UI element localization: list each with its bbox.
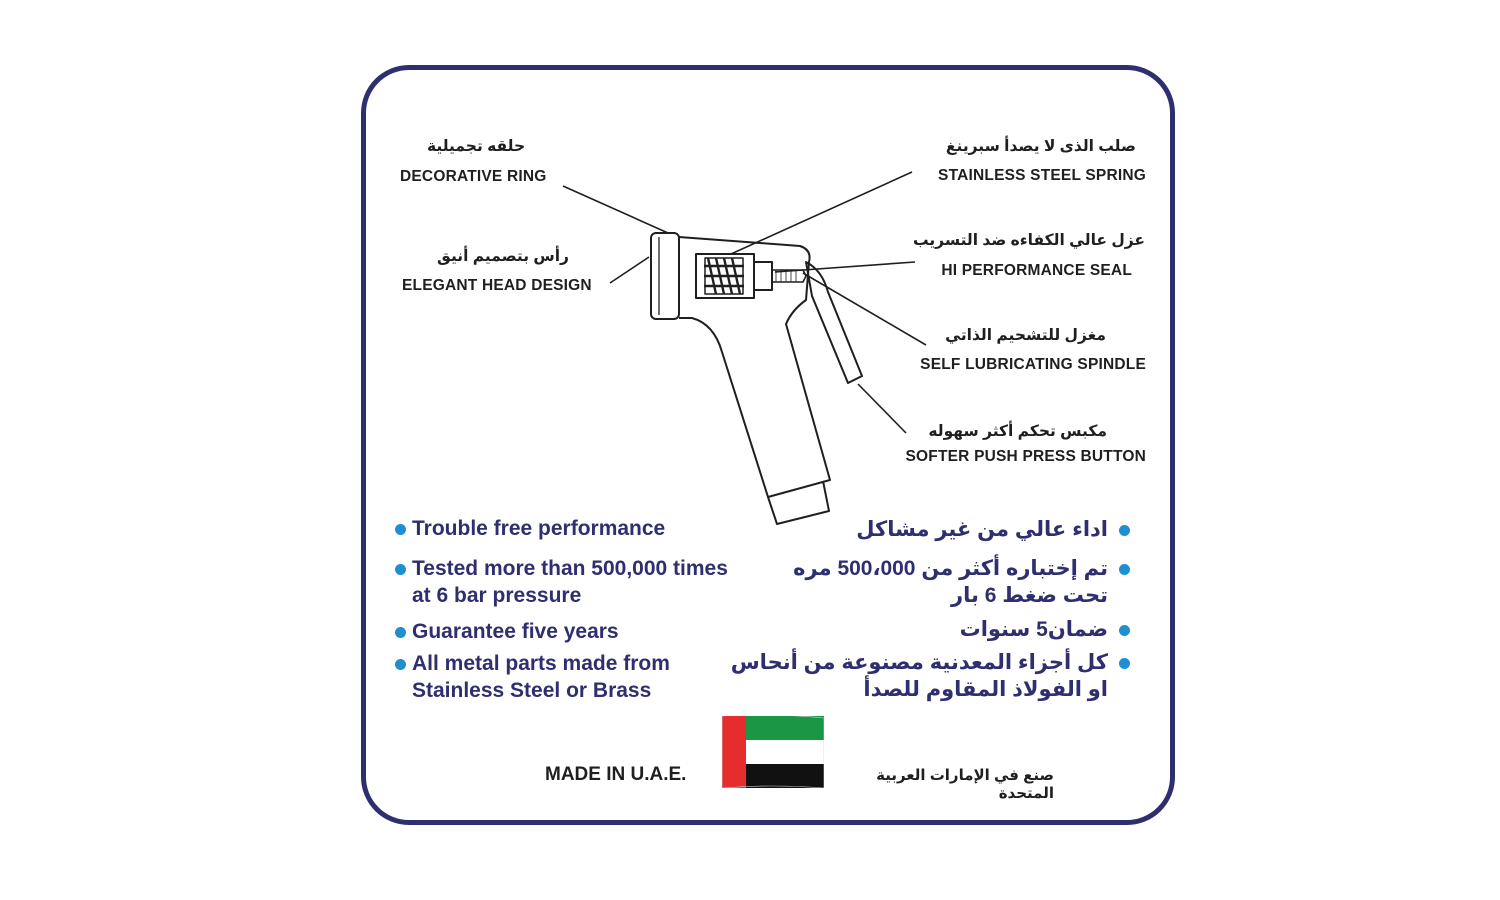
bullet-dot <box>395 524 406 535</box>
flag-red-band <box>722 716 746 788</box>
spindle-ar: مغزل للتشحيم الذاتي <box>945 327 1106 344</box>
bullet-dot <box>1119 525 1130 536</box>
seal-en: HI PERFORMANCE SEAL <box>941 262 1132 279</box>
feature-en-text: All metal parts made from <box>412 652 670 675</box>
feature-en-item <box>393 515 665 542</box>
leader-elegant-head <box>610 257 649 283</box>
elegant-head-ar: رأس بتصميم أنيق <box>437 248 569 265</box>
decorative-ring-part <box>651 233 679 319</box>
feature-ar-text: كل أجزاء المعدنية مصنوعة من أنحاس <box>730 651 1108 674</box>
bullet-dot <box>395 627 406 638</box>
decorative-ring-ar: حلقه تجميلية <box>427 138 526 155</box>
feature-en-text: Trouble free performance <box>412 517 666 540</box>
flag-black-band <box>746 764 824 788</box>
bullet-dot <box>1119 625 1130 636</box>
made-in-uae-ar: صنع في الإمارات العربية المتحدة <box>876 767 1054 802</box>
feature-ar-item <box>856 516 1130 543</box>
elegant-head-en: ELEGANT HEAD DESIGN <box>402 277 592 294</box>
push-button-ar: مكبس تحكم أكثر سهوله <box>928 423 1107 440</box>
decorative-ring-en: DECORATIVE RING <box>400 168 547 185</box>
uae-flag-icon <box>722 716 824 788</box>
seal-part <box>754 262 772 290</box>
push-button-en: SOFTER PUSH PRESS BUTTON <box>905 448 1146 465</box>
leader-push-button <box>858 384 906 433</box>
bullet-dot <box>395 564 406 575</box>
steel-spring-ar: صلب الذى لا يصدأ سبرينغ <box>945 138 1136 155</box>
bullet-dot <box>1119 564 1130 575</box>
feature-ar-item <box>793 555 1130 609</box>
seal-ar: عزل عالي الكفاءه ضد التسريب <box>912 232 1145 249</box>
steel-spring-en: STAINLESS STEEL SPRING <box>938 167 1146 184</box>
feature-en-item <box>393 555 728 609</box>
gun-nozzle <box>768 481 829 524</box>
feature-en-text: Guarantee five years <box>412 620 619 643</box>
feature-en-text: Tested more than 500,000 times <box>412 557 728 580</box>
feature-en-item <box>393 650 670 704</box>
feature-en-text: Stainless Steel or Brass <box>412 679 652 702</box>
flag-green-band <box>746 716 824 740</box>
made-in-uae-en: MADE IN U.A.E. <box>545 764 687 785</box>
feature-ar-item <box>960 616 1130 643</box>
leader-seal <box>775 262 915 272</box>
leader-decorative-ring <box>563 186 668 233</box>
feature-ar-text: او الفولاذ المقاوم للصدأ <box>863 678 1108 701</box>
bullet-dot <box>395 659 406 670</box>
feature-ar-text: اداء عالي من غير مشاكل <box>856 518 1108 541</box>
bullet-dot <box>1119 658 1130 669</box>
feature-en-item <box>393 618 619 645</box>
feature-ar-text: تم إختباره أكثر من 500،000 مره <box>793 557 1108 580</box>
spindle-en: SELF LUBRICATING SPINDLE <box>920 356 1146 373</box>
leader-steel-spring <box>731 172 912 254</box>
feature-en-text: at 6 bar pressure <box>412 584 582 607</box>
feature-ar-text: تحت ضغط 6 بار <box>951 584 1108 607</box>
feature-ar-text: ضمان5 سنوات <box>959 618 1108 641</box>
leader-spindle <box>803 273 926 345</box>
feature-ar-item <box>731 649 1130 703</box>
steel-spring-part <box>704 258 744 294</box>
